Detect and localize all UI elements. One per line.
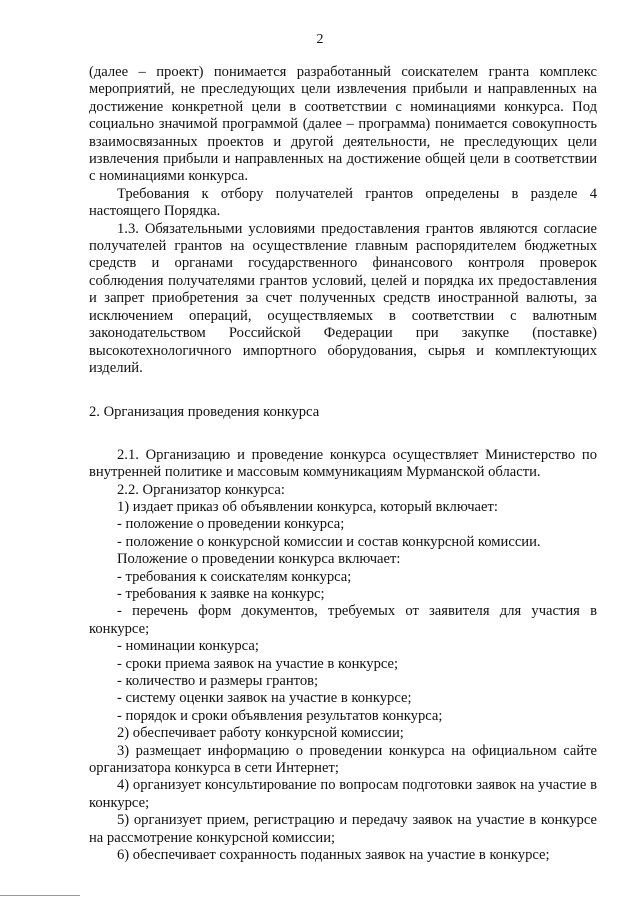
list-item: Положение о проведении конкурса включает: xyxy=(117,551,401,568)
paragraph-project-definition: (далее – проект) понимается разработанный соискателем гранта комплекс мероприятий, не преследующих цели извлечения прибыли и направленных на достижение конкретной цели в соответствии с номинациями конкурса. Под социально значимой программой (далее – программа) понимается совокупность взаимосвязанных проектов и другой деятельности, не преследующих цели извлечения прибыли и направленных на достижение общей цели в соответствии с номинациями конкурса. xyxy=(89,64,597,185)
list-item: 4) организует консультирование по вопросам подготовки заявок на участие в конкурсе; xyxy=(89,777,597,811)
list-item: 1) издает приказ об объявлении конкурса, который включает: xyxy=(117,498,498,515)
paragraph-2-1: 2.1. Организацию и проведение конкурса осуществляет Министерство по внутренней политике и массовым коммуникациям Мурманской области. xyxy=(89,446,597,481)
document-body xyxy=(89,64,597,864)
list-item: - сроки приема заявок на участие в конкурсе; xyxy=(117,655,399,672)
list-item: 6) обеспечивает сохранность поданных заявок на участие в конкурсе; xyxy=(117,847,550,864)
list-item: - порядок и сроки объявления результатов конкурса; xyxy=(117,707,443,724)
list-item: - требования к заявке на конкурс; xyxy=(117,585,325,602)
list-item: 3) размещает информацию о проведении конкурса на официальном сайте организатора конкурса в сети Интернет; xyxy=(89,742,597,777)
list-item: 5) организует прием, регистрацию и передачу заявок на участие в конкурсе на рассмотрение конкурсной комиссии; xyxy=(89,812,597,846)
paragraph-1-3-conditions: 1.3. Обязательными условиями предоставления грантов являются согласие получателей грантов на осуществление главным распорядителем бюджетных средств и органами государственного финансового контроля проверок соблюдения получателями грантов условий, целей и порядка их предоставления и запрет приобретения за счет полученных средств иностранной валюты, за исключением операций, осуществляемых в соответствии с валютным законодательством Российской Федерации при закупке (поставке) высокотехнологичного импортного оборудования, сырья и комплектующих изделий. xyxy=(89,220,597,376)
section-heading: 2. Организация проведения конкурса xyxy=(89,404,320,421)
list-item: - перечень форм документов, требуемых от заявителя для участия в конкурсе; xyxy=(89,603,597,637)
list-item: - номинации конкурса; xyxy=(117,638,259,655)
list-item: 2) обеспечивает работу конкурсной комиссии; xyxy=(117,725,404,742)
page-number: 2 xyxy=(316,32,324,47)
list-item: - систему оценки заявок на участие в конкурсе; xyxy=(117,690,412,707)
list-item: - требования к соискателям конкурса; xyxy=(117,568,352,585)
list-item: - положение о проведении конкурса; xyxy=(117,516,345,533)
page-bottom-rule xyxy=(0,895,80,896)
paragraph-selection-requirements: Требования к отбору получателей грантов определены в разделе 4 настоящего Порядка. xyxy=(89,185,597,220)
list-item: - положение о конкурсной комиссии и состав конкурсной комиссии. xyxy=(117,533,541,550)
paragraph-2-2: 2.2. Организатор конкурса: xyxy=(117,481,285,498)
list-item: - количество и размеры грантов; xyxy=(117,673,319,689)
